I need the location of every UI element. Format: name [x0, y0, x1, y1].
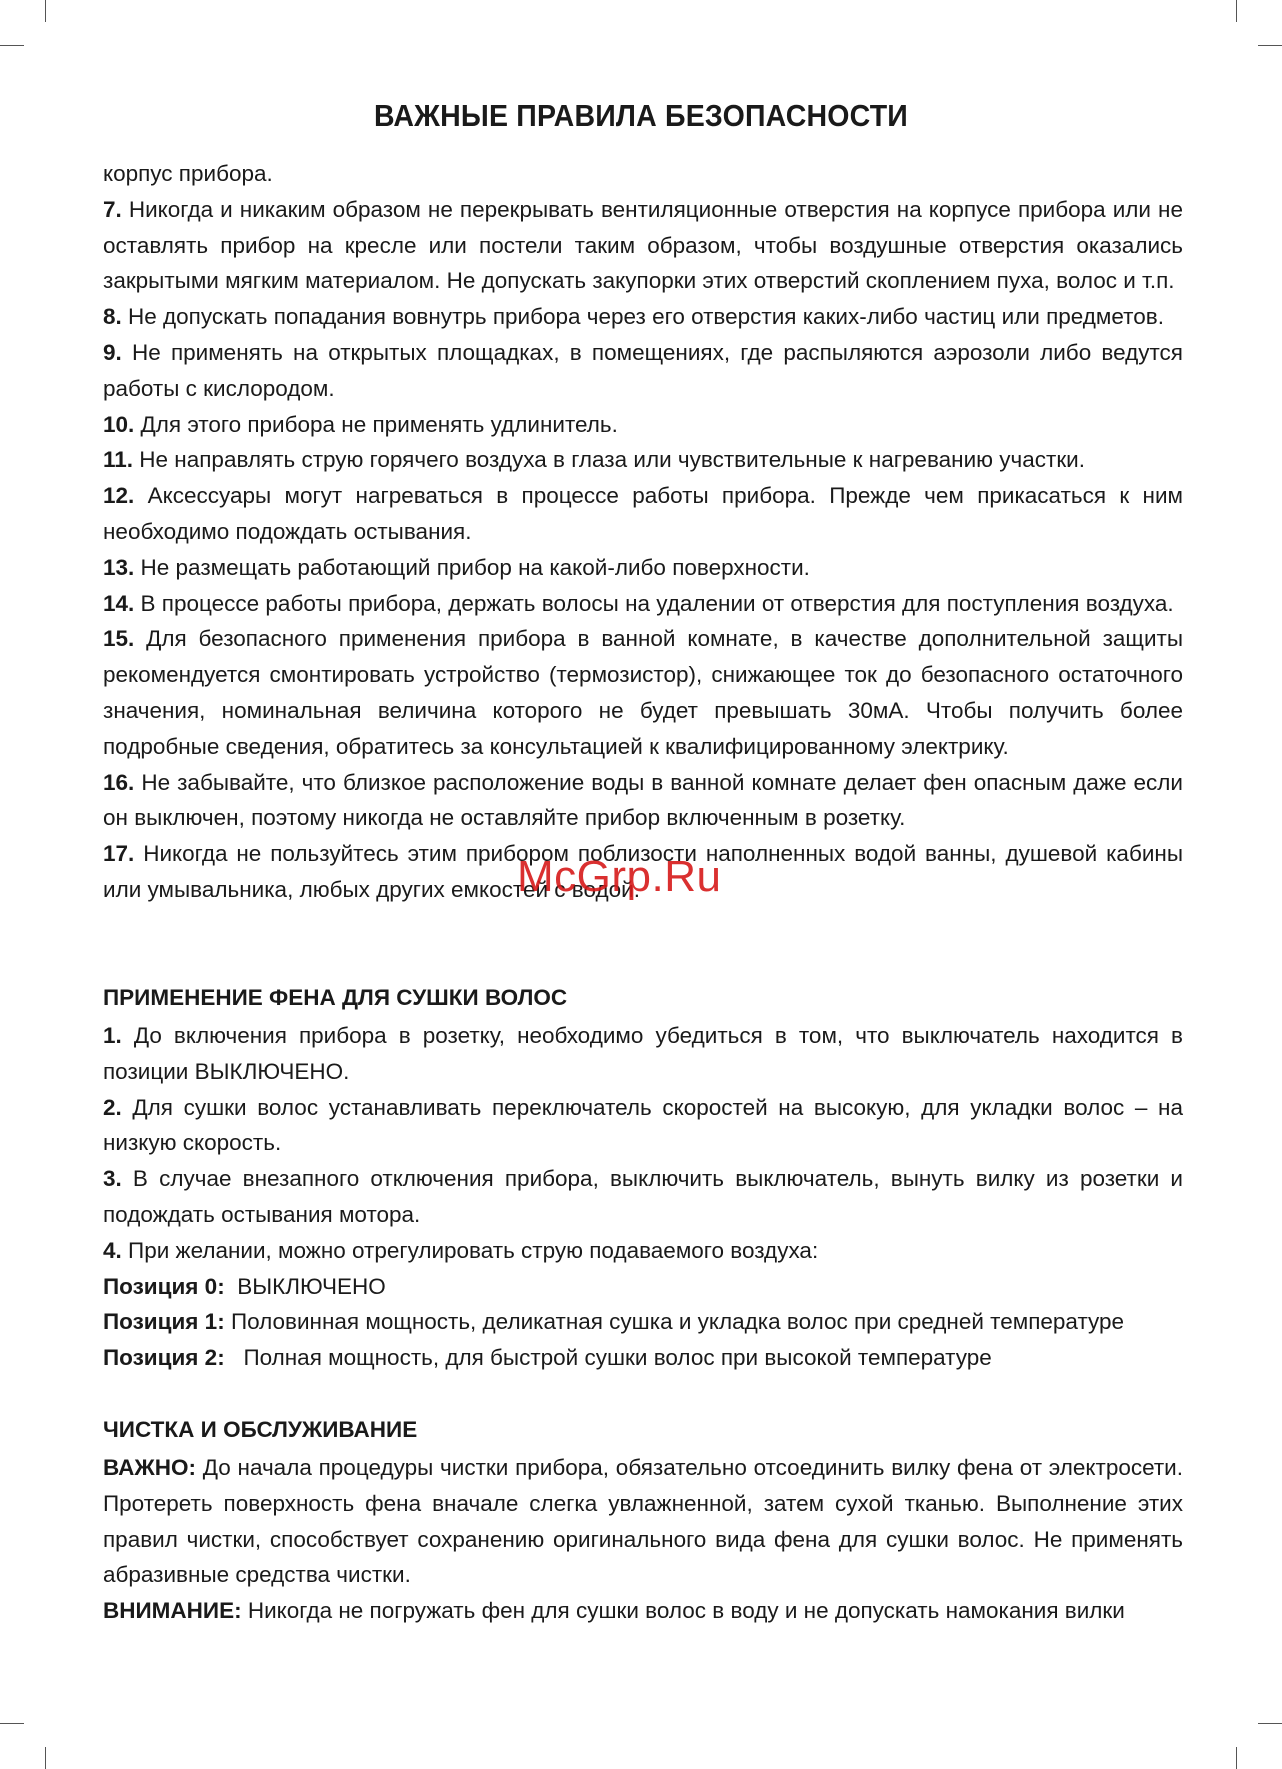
safety-rules: [103, 156, 1183, 908]
list-item: 3. В случае внезапного отключения прибора, выключить выключатель, вынуть вилку из розетки и подождать остывания мотора.: [103, 1166, 1183, 1227]
list-item: 13. Не размещать работающий прибор на какой-либо поверхности.: [103, 554, 810, 580]
list-item: 9. Не применять на открытых площадках, в помещениях, где распыляются аэрозоли либо ведутся работы с кислородом.: [103, 339, 1183, 401]
crop-mark: [45, 0, 46, 22]
usage-list: [103, 1018, 1183, 1376]
crop-mark: [1258, 45, 1282, 46]
list-item: 14. В процессе работы прибора, держать волосы на удалении от отверстия для поступления воздуха.: [103, 590, 1174, 616]
continuation-text: корпус прибора.: [103, 161, 273, 186]
list-item: 17. Никогда не пользуйтесь этим прибором поблизости наполненных водой ванны, душевой кабины или умывальника, любых других емкостей с водой.: [103, 841, 1183, 902]
important-paragraph: ВАЖНО: До начала процедуры чистки прибора, обязательно отсоединить вилку фена от электросети. Протереть поверхность фена вначале слегка увлажненной, затем сухой тканью. Выполнение этих правил чистки, способствует сохранению оригинального вида фена для сушки волос. Не применять абразивные средства чистки.: [103, 1455, 1183, 1588]
page-title: ВАЖНЫЕ ПРАВИЛА БЕЗОПАСНОСТИ: [373, 98, 908, 133]
list-item: 2. Для сушки волос устанавливать переключатель скоростей на высокую, для укладки волос – на низкую скорость.: [103, 1094, 1183, 1156]
cleaning-heading: ЧИСТКА И ОБСЛУЖИВАНИЕ: [103, 1417, 418, 1442]
watermark: McGrp.Ru: [517, 852, 722, 901]
list-item: 16. Не забывайте, что близкое расположение воды в ванной комнате делает фен опасным даже если он выключен, поэтому никогда не оставляйте прибор включенным в розетку.: [103, 769, 1183, 831]
list-item: 12. Аксессуары могут нагреваться в процессе работы прибора. Прежде чем прикасаться к ним необходимо подождать остывания.: [103, 483, 1183, 544]
crop-mark: [1236, 0, 1237, 22]
attention-paragraph: ВНИМАНИЕ: Никогда не погружать фен для сушки волос в воду и не допускать намокания вилки: [103, 1598, 1125, 1624]
cleaning-text: [103, 1450, 1183, 1629]
crop-mark: [0, 45, 24, 46]
list-item: 11. Не направлять струю горячего воздуха в глаза или чувствительные к нагреванию участки.: [103, 447, 1085, 473]
position-line: Позиция 2: Полная мощность, для быстрой сушки волос при высокой температуре: [103, 1345, 992, 1371]
list-item: 7. Никогда и никаким образом не перекрывать вентиляционные отверстия на корпусе прибора или не оставлять прибор на кресле или постели таким образом, чтобы воздушные отверстия оказались закрытыми мягким материалом. Не допускать закупорки этих отверстий скоплением пуха, волос и т.п.: [103, 196, 1183, 294]
crop-mark: [1258, 1723, 1282, 1724]
list-item: 4. При желании, можно отрегулировать струю подаваемого воздуха:: [103, 1237, 819, 1263]
list-item: 10. Для этого прибора не применять удлинитель.: [103, 411, 618, 437]
list-item: 1. До включения прибора в розетку, необходимо убедиться в том, что выключатель находится в позиции ВЫКЛЮЧЕНО.: [103, 1023, 1183, 1084]
list-item: 8. Не допускать попадания вовнутрь прибора через его отверстия каких-либо частиц или предметов.: [103, 304, 1164, 330]
position-line: Позиция 0: ВЫКЛЮЧЕНО: [103, 1273, 386, 1299]
crop-mark: [0, 1723, 24, 1724]
crop-mark: [1236, 1747, 1237, 1769]
position-line: Позиция 1: Половинная мощность, деликатная сушка и укладка волос при средней температуре: [103, 1309, 1125, 1335]
crop-mark: [45, 1747, 46, 1769]
list-item: 15. Для безопасного применения прибора в ванной комнате, в качестве дополнительной защиты рекомендуется смонтировать устройство (термозистор), снижающее ток до безопасного остаточного значения, номинальная величина которого не будет превышать 30мА. Чтобы получить более подробные сведения, обратитесь за консультацией к квалифицированному электрику.: [103, 626, 1183, 759]
usage-heading: ПРИМЕНЕНИЕ ФЕНА ДЛЯ СУШКИ ВОЛОС: [103, 985, 568, 1010]
